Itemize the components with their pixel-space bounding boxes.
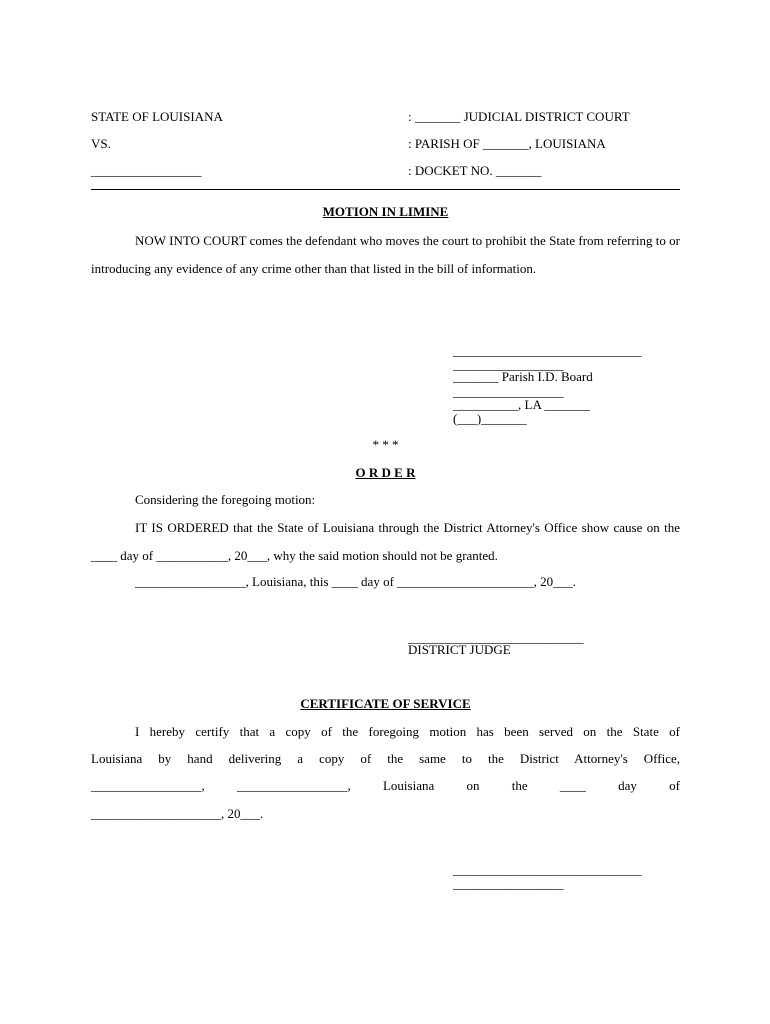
certificate-word: _________________, — [236, 778, 351, 793]
caption-court: : _______ JUDICIAL DISTRICT COURT — [408, 109, 630, 124]
certificate-word: Louisiana — [382, 778, 435, 793]
certificate-name-line: _________________ — [453, 876, 564, 891]
certificate-word: on — [466, 778, 480, 793]
certificate-word: ____ — [559, 778, 586, 793]
certificate-line-4: ____________________, 20___. — [91, 806, 264, 821]
parish-board-line: _______ Parish I.D. Board — [453, 369, 593, 384]
section-separator: * * * — [372, 437, 399, 452]
caption-defendant-blank: _________________ — [91, 163, 202, 178]
order-dated: _________________, Louisiana, this ____ day of _____________________, 20___. — [135, 574, 576, 589]
motion-body — [91, 227, 680, 282]
judge-signature-line: ___________________________ — [408, 630, 584, 645]
order-title: O R D E R — [355, 465, 416, 480]
phone-line: (___)_______ — [453, 411, 527, 426]
caption-docket: : DOCKET NO. _______ — [408, 163, 542, 178]
order-ordered — [91, 514, 680, 569]
caption-state: STATE OF LOUISIANA — [91, 109, 223, 124]
certificate-title: CERTIFICATE OF SERVICE — [300, 696, 471, 711]
order-considering: Considering the foregoing motion: — [135, 492, 316, 507]
certificate-line-3 — [91, 778, 680, 794]
caption-parish: : PARISH OF _______, LOUISIANA — [408, 136, 606, 151]
city-state-zip-line: __________, LA _______ — [453, 397, 590, 412]
motion-title: MOTION IN LIMINE — [322, 204, 449, 219]
certificate-signature-line: _____________________________ — [453, 862, 642, 877]
certificate-line-1-text: I hereby certify that a copy of the foregoing motion has been served on the State of — [135, 724, 680, 739]
caption-divider — [91, 189, 680, 190]
motion-body-text: NOW INTO COURT comes the defendant who moves the court to prohibit the State from referring to or introducing any evidence of any crime other than that listed in the bill of information. — [91, 233, 680, 276]
certificate-word: day — [618, 778, 637, 793]
caption-vs: VS. — [91, 136, 111, 151]
signature-line: _____________________________ — [453, 343, 642, 358]
certificate-line-2 — [91, 751, 680, 767]
address-line: _________________ — [453, 384, 564, 399]
certificate-word: of — [669, 778, 680, 793]
judge-label: DISTRICT JUDGE — [408, 642, 511, 657]
certificate-word: _________________, — [91, 778, 205, 793]
certificate-line-1 — [91, 724, 680, 740]
certificate-word: the — [511, 778, 528, 793]
certificate-line-2-text: Louisiana by hand delivering a copy of the same to the District Attorney's Office, — [91, 751, 680, 766]
order-ordered-text: IT IS ORDERED that the State of Louisiana through the District Attorney's Office show cause on the ____ day of ___________, 20___, why the said motion should not be granted. — [91, 520, 680, 563]
attorney-name-line: _________________ — [453, 357, 564, 372]
